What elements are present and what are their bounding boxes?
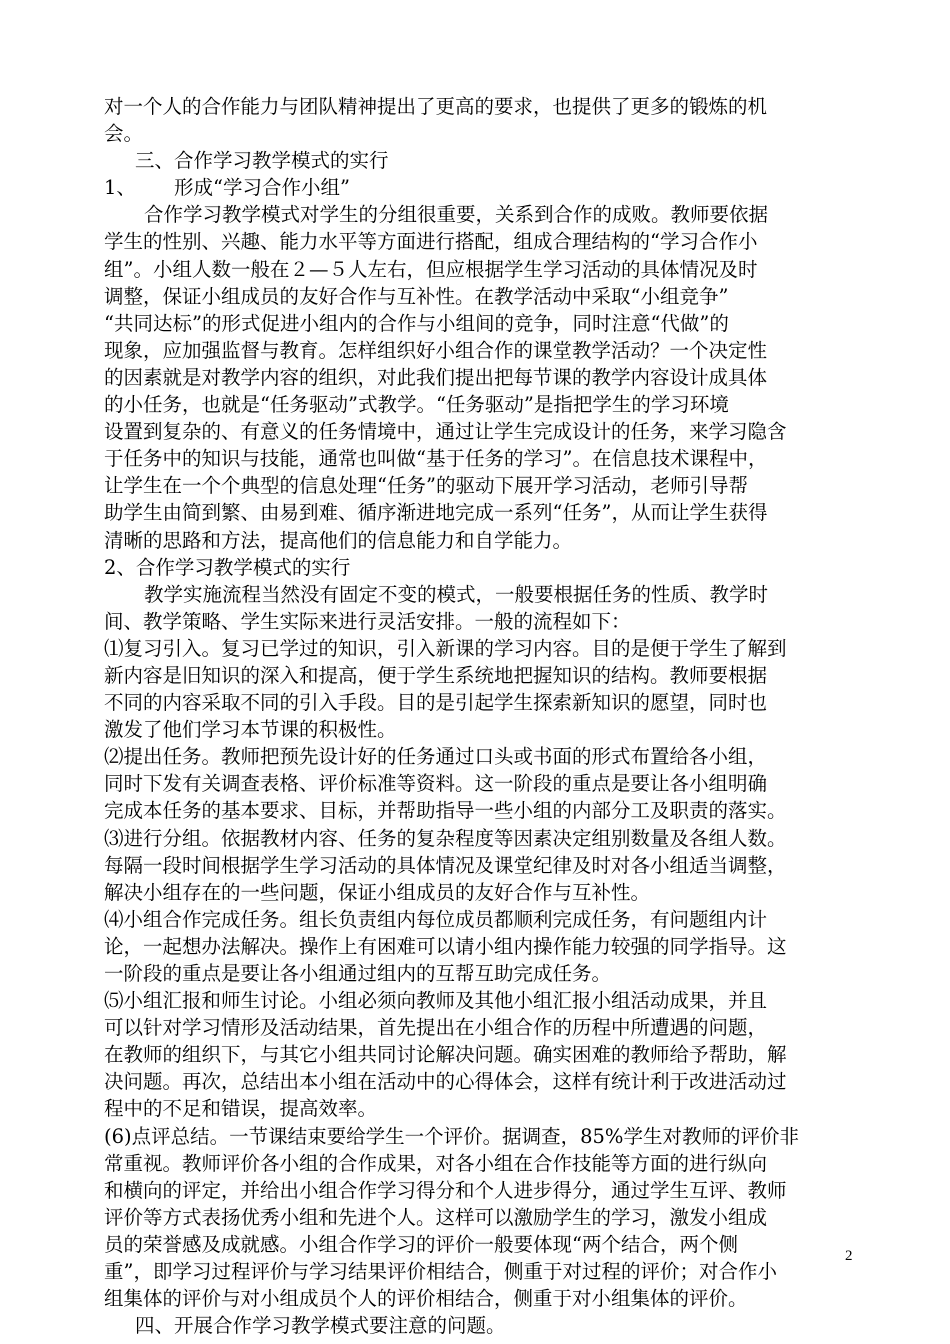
list-item-line: 完成本任务的基本要求、目标，并帮助指导一些小组的内部分工及职责的落实。: [104, 799, 787, 823]
paragraph-line: 合作学习教学模式对学生的分组很重要，关系到合作的成败。教师要依据: [144, 203, 769, 227]
subsection-number: 1、: [104, 176, 136, 200]
paragraph-line: “共同达标”的形式促进小组内的合作与小组间的竞争，同时注意“代做”的: [104, 311, 729, 335]
paragraph-line: 组”。小组人数一般在２—５人左右，但应根据学生学习活动的具体情况及时: [104, 257, 758, 281]
list-item-line: ⑵提出任务。教师把预先设计好的任务通过口头或书面的形式布置给各小组，: [104, 745, 768, 769]
list-item-line: 论，一起想办法解决。操作上有困难可以请小组内操作能力较强的同学指导。这: [104, 934, 787, 958]
subsection-heading-1: [104, 174, 862, 201]
paragraph-line: 清晰的思路和方法，提高他们的信息能力和自学能力。: [104, 528, 573, 552]
list-item-line: 组集体的评价与对小组成员个人的评价相结合，侧重于对小组集体的评价。: [104, 1287, 748, 1311]
list-item-line: ⑶进行分组。依据教材内容、任务的复杂程度等因素决定组别数量及各组人数。: [104, 826, 787, 850]
list-item-line: 解决小组存在的一些问题，保证小组成员的友好合作与互补性。: [104, 880, 651, 904]
document-body: [104, 93, 862, 1339]
list-item-line: 程中的不足和错误，提高效率。: [104, 1097, 378, 1121]
list-item-line: ⑸小组汇报和师生讨论。小组必须向教师及其他小组汇报小组活动成果，并且: [104, 989, 768, 1013]
section-heading-3: 三、合作学习教学模式的实行: [135, 149, 389, 173]
section-heading-4: 四、开展合作学习教学模式要注意的问题。: [135, 1314, 506, 1338]
paragraph-line: 的小任务，也就是“任务驱动”式教学。“任务驱动”是指把学生的学习环境: [104, 393, 729, 417]
paragraph-line: 现象，应加强监督与教育。怎样组织好小组合作的课堂教学活动？一个决定性: [104, 338, 768, 362]
paragraph-line: 教学实施流程当然没有固定不变的模式，一般要根据任务的性质、教学时: [144, 582, 769, 606]
paragraph-line: 的因素就是对教学内容的组织，对此我们提出把每节课的教学内容设计成具体: [104, 365, 768, 389]
list-item-line: 评价等方式表扬优秀小组和先进个人。这样可以激励学生的学习，激发小组成: [104, 1205, 768, 1229]
list-item-line: (6)点评总结。一节课结束要给学生一个评价。据调查，85%学生对教师的评价非: [104, 1124, 799, 1148]
paragraph-line: 让学生在一个个典型的信息处理“任务”的驱动下展开学习活动，老师引导帮: [104, 474, 748, 498]
paragraph-line: 间、教学策略、学生实际来进行灵活安排。一般的流程如下：: [104, 609, 631, 633]
paragraph-line: 调整，保证小组成员的友好合作与互补性。在教学活动中采取“小组竞争”: [104, 284, 729, 308]
list-item-line: 在教师的组织下，与其它小组共同讨论解决问题。确实困难的教师给予帮助，解: [104, 1043, 787, 1067]
paragraph-line: 设置到复杂的、有意义的任务情境中，通过让学生完成设计的任务，来学习隐含: [104, 420, 787, 444]
list-item-line: 可以针对学习情形及活动结果，首先提出在小组合作的历程中所遭遇的问题，: [104, 1016, 768, 1040]
list-item-line: 每隔一段时间根据学生学习活动的具体情况及课堂纪律及时对各小组适当调整，: [104, 853, 787, 877]
list-item-line: 决问题。再次，总结出本小组在活动中的心得体会，这样有统计利于改进活动过: [104, 1070, 787, 1094]
list-item-line: ⑷小组合作完成任务。组长负责组内每位成员都顺利完成任务，有问题组内计: [104, 907, 768, 931]
list-item-line: 重”，即学习过程评价与学习结果评价相结合，侧重于对过程的评价；对合作小: [104, 1260, 777, 1284]
list-item-line: 员的荣誉感及成就感。小组合作学习的评价一般要体现“两个结合，两个侧: [104, 1232, 738, 1256]
list-item-line: 和横向的评定，并给出小组合作学习得分和个人进步得分，通过学生互评、教师: [104, 1178, 787, 1202]
list-item-line: 新内容是旧知识的深入和提高，便于学生系统地把握知识的结构。教师要根据: [104, 663, 768, 687]
paragraph-line: 学生的性别、兴趣、能力水平等方面进行搭配，组成合理结构的“学习合作小: [104, 230, 758, 254]
subsection-title: 形成“学习合作小组”: [174, 176, 350, 200]
paragraph-line: 会。: [104, 122, 144, 146]
paragraph-line: 助学生由简到繁、由易到难、循序渐进地完成一系列“任务”，从而让学生获得: [104, 501, 768, 525]
list-item-line: 一阶段的重点是要让各小组通过组内的互帮互助完成任务。: [104, 962, 612, 985]
page-number: 2: [845, 1248, 853, 1264]
subsection-heading-2: 2、合作学习教学模式的实行: [104, 555, 351, 579]
paragraph-line: 于任务中的知识与技能，通常也叫做“基于任务的学习”。在信息技术课程中，: [104, 447, 768, 471]
paragraph-line: 对一个人的合作能力与团队精神提出了更高的要求，也提供了更多的锻炼的机: [104, 95, 768, 118]
list-item-line: 激发了他们学习本节课的积极性。: [104, 718, 397, 742]
list-item-line: 同时下发有关调查表格、评价标准等资料。这一阶段的重点是要让各小组明确: [104, 772, 768, 796]
list-item-line: 常重视。教师评价各小组的合作成果，对各小组在合作技能等方面的进行纵向: [104, 1151, 768, 1175]
list-item-line: ⑴复习引入。复习已学过的知识，引入新课的学习内容。目的是便于学生了解到: [104, 636, 787, 660]
list-item-line: 不同的内容采取不同的引入手段。目的是引起学生探索新知识的愿望，同时也: [104, 691, 768, 715]
